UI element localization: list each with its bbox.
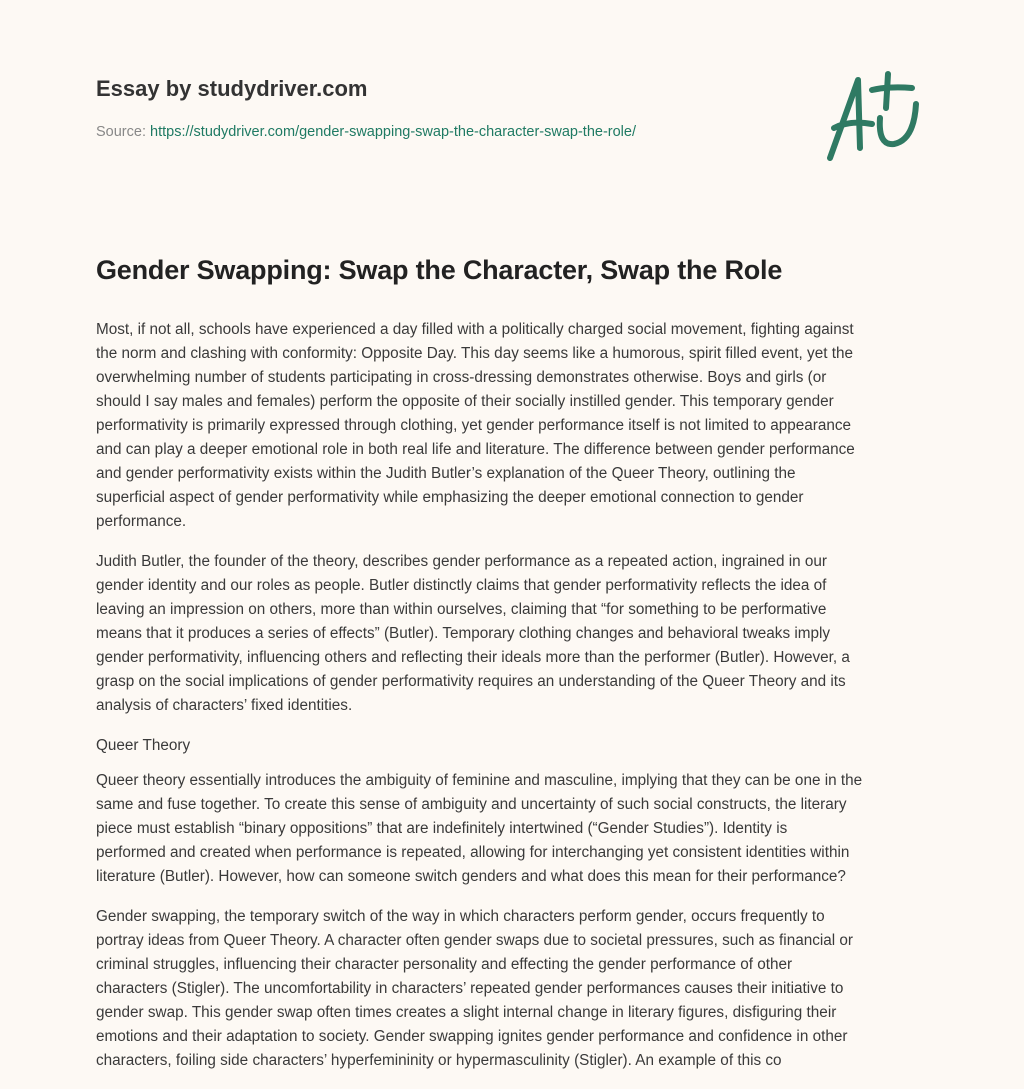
paragraph-line: overwhelming number of students participating in cross-dressing demonstrates otherwise. Boys and girls (or [96, 369, 827, 386]
paragraph-line: gender performativity, influencing others and reflecting their ideals more than the performer (Butler). However, a [96, 649, 850, 666]
site-title: Essay by studydriver.com [96, 76, 368, 101]
section-heading: Queer Theory [96, 737, 191, 754]
source-line [96, 124, 636, 140]
source-link[interactable]: https://studydriver.com/gender-swapping-swap-the-character-swap-the-role/ [150, 124, 636, 140]
paragraph-line: performance. [96, 513, 187, 530]
essay-title: Gender Swapping: Swap the Character, Swap the Role [96, 255, 783, 285]
a-plus-logo-icon [820, 68, 930, 168]
essay-body [96, 318, 956, 1089]
paragraph-line: portray ideas from Queer Theory. A character often gender swaps due to societal pressures, such as financial or [96, 932, 854, 949]
paragraph-line: gender identity and our roles as people. Butler distinctly claims that gender performativity reflects the idea of [96, 577, 827, 594]
paragraph-line: Gender swapping, the temporary switch of the way in which characters perform gender, occurs frequently to [96, 908, 825, 925]
paragraph-line: analysis of characters’ fixed identities. [96, 697, 353, 714]
paragraph-line: emotions and their adaptation to society. Gender swapping ignites gender performance and confidence in other [96, 1028, 848, 1045]
paragraph-line: and gender performativity exists within the Judith Butler’s explanation of the Queer Theory, outlining the [96, 465, 796, 482]
paragraph [96, 550, 956, 718]
paragraph [96, 318, 956, 534]
paragraph-line: gender swap. This gender swap often times creates a slight internal change in literary figures, disfiguring their [96, 1004, 837, 1021]
paragraph-line: means that it produces a series of effects” (Butler). Temporary clothing changes and behavioral tweaks imply [96, 625, 831, 642]
paragraph [96, 769, 956, 889]
paragraph-line: Queer theory essentially introduces the ambiguity of feminine and masculine, implying that they can be one in the [96, 772, 863, 789]
paragraph-line: performativity is primarily expressed through clothing, yet gender performance itself is not limited to appearance [96, 417, 852, 434]
paragraph-line: the norm and clashing with conformity: Opposite Day. This day seems like a humorous, spirit filled event, yet the [96, 345, 853, 362]
paragraph-line: same and fuse together. To create this sense of ambiguity and uncertainty of such social constructs, the literary [96, 796, 847, 813]
paragraph-line: criminal struggles, influencing their character personality and effecting the gender performance of other [96, 956, 793, 973]
paragraph-line: Judith Butler, the founder of the theory, describes gender performance as a repeated action, ingrained in our [96, 553, 828, 570]
paragraph-line: literature (Butler). However, how can someone switch genders and what does this mean for their performance? [96, 868, 846, 885]
paragraph-line: performed and created when performance is repeated, allowing for interchanging yet consistent identities within [96, 844, 850, 861]
paragraph-line: grasp on the social implications of gender performativity requires an understanding of the Queer Theory and its [96, 673, 846, 690]
paragraph-line: piece must establish “binary oppositions” that are indefinitely intertwined (“Gender Studies”). Identity is [96, 820, 788, 837]
paragraph-line: and can play a deeper emotional role in both real life and literature. The difference between gender performance [96, 441, 855, 458]
paragraph [96, 905, 956, 1073]
paragraph-line: Most, if not all, schools have experienced a day filled with a politically charged social movement, fighting against [96, 321, 854, 338]
paragraph-line: should I say males and females) perform the opposite of their socially instilled gender. This temporary gender [96, 393, 834, 410]
paragraph-line: characters, foiling side characters’ hyperfemininity or hypermasculinity (Stigler). An example of this co [96, 1052, 782, 1069]
paragraph-line: leaving an impression on others, more than within ourselves, claiming that “for something to be performative [96, 601, 827, 618]
source-label: Source: [96, 124, 146, 140]
paragraph-line: superficial aspect of gender performativity while emphasizing the deeper emotional connection to gender [96, 489, 804, 506]
paragraph-line: characters (Stigler). The uncomfortability in characters’ repeated gender performances causes their initiative to [96, 980, 844, 997]
